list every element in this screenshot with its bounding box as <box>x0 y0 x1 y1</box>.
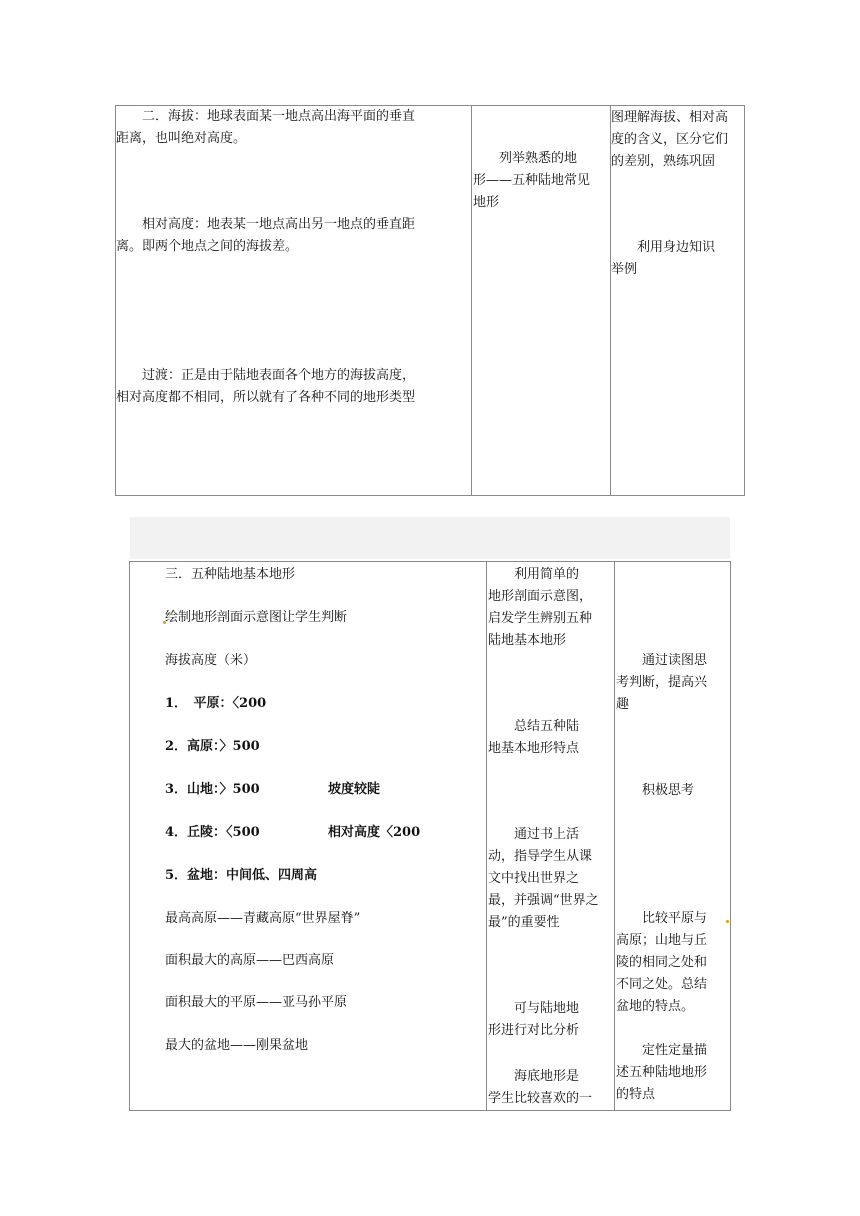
text-line: 过渡：正是由于陆地表面各个地方的海拔高度， <box>116 368 416 383</box>
text-line: 高原；山地与丘 <box>616 933 708 948</box>
text-line: 地形剖面示意图， <box>488 589 593 604</box>
text-line: 不同之处。总结 <box>616 977 708 992</box>
text-line: 1． 平原：〈200 <box>165 696 267 711</box>
text-line: 积极思考 <box>616 783 695 798</box>
text-line: 海底地形是 <box>488 1069 580 1084</box>
col2-paragraph-5 <box>488 1066 592 1110</box>
col3-paragraph-3 <box>616 908 707 1018</box>
text-line: 2．高原：〉500 <box>165 739 260 754</box>
text-line: 考判断，提高兴 <box>616 675 708 690</box>
text-line: 4．丘陵：〈500 <box>165 825 260 840</box>
text-line: 陆地基本地形 <box>488 633 567 648</box>
text-line: 动，指导学生从课 <box>488 849 593 864</box>
text-line: 形——五种陆地常见 <box>473 173 591 188</box>
col2-paragraph-2 <box>488 716 579 760</box>
text-line: 盆地的特点。 <box>616 999 695 1014</box>
text-line: 最，并强调“世界之 <box>488 893 599 908</box>
text-line: 距离，也叫绝对高度。 <box>116 131 247 146</box>
text-line: 的特点 <box>616 1087 656 1102</box>
page-break-band <box>130 517 730 559</box>
text-line: 利用简单的 <box>488 567 580 582</box>
relative-height-paragraph <box>116 214 415 258</box>
text-line: 可与陆地地 <box>488 1001 580 1016</box>
text-line: 利用身边知识 <box>611 240 716 255</box>
text-line: 图理解海拔、相对高 <box>611 110 729 125</box>
col2-paragraph-4 <box>488 998 579 1042</box>
col3-paragraph-1 <box>611 107 728 173</box>
text-line: 海拔高度（米） <box>165 653 257 668</box>
text-line: 通过书上活 <box>488 827 580 842</box>
text-line: 3．山地：〉500 <box>165 782 260 797</box>
text-line: 列举熟悉的地 <box>473 151 578 166</box>
text-line: 地基本地形特点 <box>488 741 580 756</box>
text-line: 坡度较陡 <box>328 782 381 797</box>
text-line: 最大的盆地——刚果盆地 <box>165 1038 309 1053</box>
altitude-paragraph <box>116 106 415 150</box>
text-line: 相对高度〈200 <box>328 825 421 840</box>
table-2-divider-2 <box>614 561 615 1111</box>
text-line: 的差别，熟练巩固 <box>611 154 716 169</box>
text-line: 述五种陆地地形 <box>616 1065 708 1080</box>
col3-paragraph-2 <box>616 780 694 802</box>
table-1-divider-1 <box>471 105 472 496</box>
table-2-divider-1 <box>486 561 487 1111</box>
section-heading: 三．五种陆地基本地形 <box>165 567 296 582</box>
col3-paragraph-2 <box>611 237 715 281</box>
text-line: 相对高度都不相同，所以就有了各种不同的地形类型 <box>116 390 416 405</box>
text-line: 离。即两个地点之间的海拔差。 <box>116 239 299 254</box>
text-line: 形进行对比分析 <box>488 1023 580 1038</box>
col2-paragraph-3 <box>488 824 599 934</box>
text-line: 文中找出世界之 <box>488 871 580 886</box>
text-line: 趣 <box>616 697 630 712</box>
text-line: 相对高度：地表某一地点高出另一地点的垂直距 <box>116 217 416 232</box>
text-line: 面积最大的高原——巴西高原 <box>165 953 335 968</box>
col3-paragraph-4 <box>616 1040 707 1106</box>
text-line: 举例 <box>611 262 638 277</box>
table-1-col-2 <box>473 148 609 214</box>
text-line: 面积最大的平原——亚马孙平原 <box>165 995 348 1010</box>
col3-paragraph-1 <box>616 650 707 716</box>
text-line: 启发学生辨别五种 <box>488 611 593 626</box>
text-line: 度的含义，区分它们 <box>611 132 729 147</box>
text-line: 最”的重要性 <box>488 915 560 930</box>
text-line: 地形 <box>473 195 500 210</box>
text-line: 定性定量描 <box>616 1043 708 1058</box>
col2-paragraph-1 <box>488 564 592 652</box>
text-line: 最高高原——青藏高原“世界屋脊” <box>165 911 361 926</box>
text-line: 比较平原与 <box>616 911 708 926</box>
text-line: 5．盆地：中间低、四周高 <box>165 868 318 883</box>
text-line: 陵的相同之处和 <box>616 955 708 970</box>
text-line: 学生比较喜欢的一 <box>488 1091 593 1106</box>
transition-paragraph <box>116 365 415 409</box>
text-line: 二．海拔：地球表面某一地点高出海平面的垂直 <box>116 109 416 124</box>
text-line: 总结五种陆 <box>488 719 580 734</box>
text-line: 通过读图思 <box>616 653 708 668</box>
text-line: 绘制地形剖面示意图让学生判断 <box>165 610 348 625</box>
marker-dot <box>726 920 729 923</box>
